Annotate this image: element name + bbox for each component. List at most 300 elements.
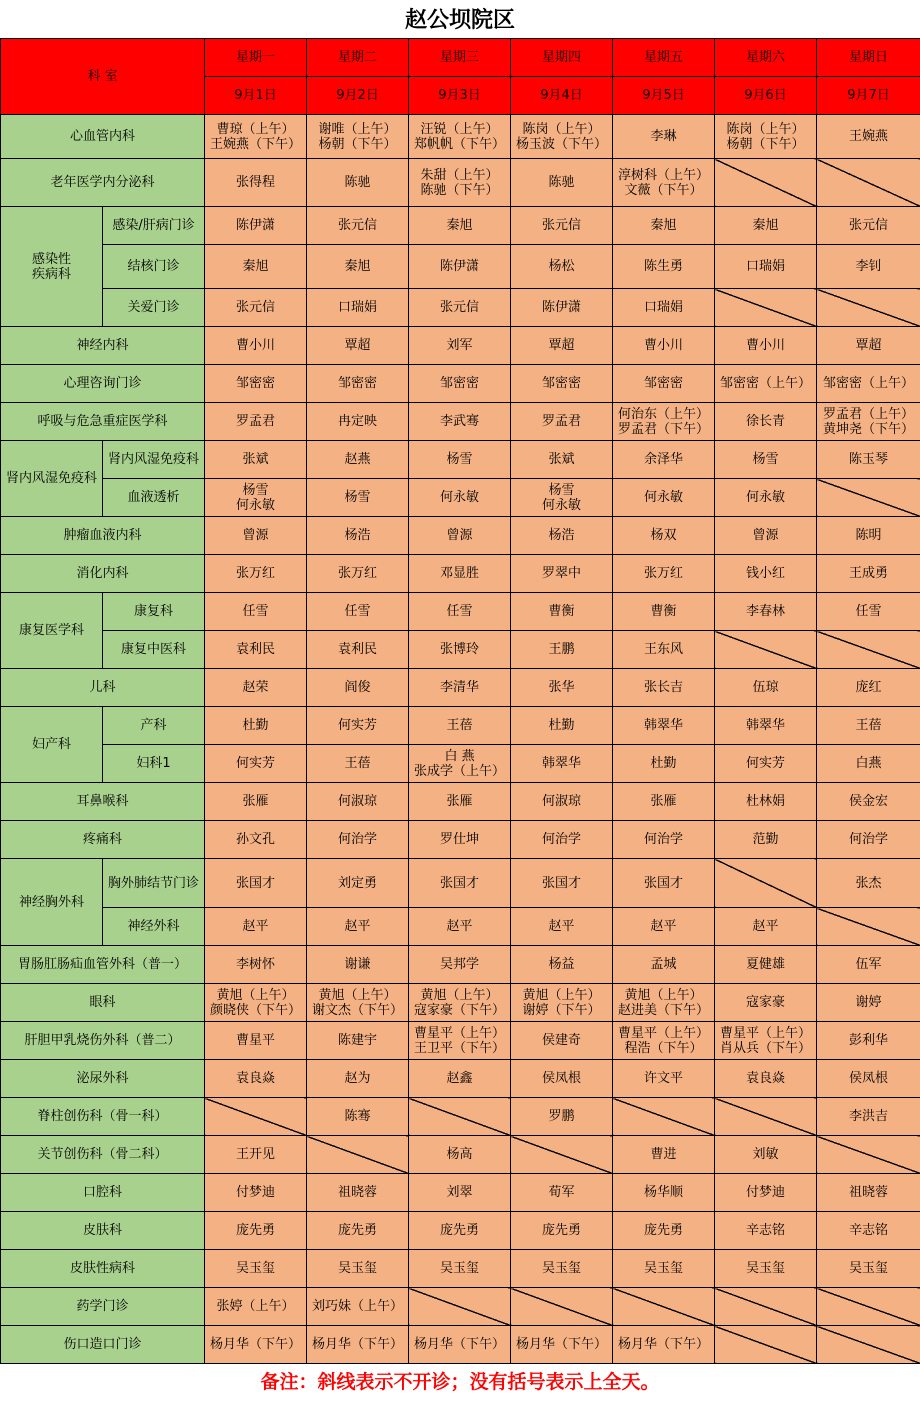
closed-slot bbox=[511, 1288, 613, 1326]
doctor-cell bbox=[511, 946, 613, 984]
subdepartment-label: 神经外科 bbox=[103, 908, 205, 946]
doctor-cell bbox=[307, 245, 409, 289]
doctor-name: 杨双 bbox=[650, 528, 677, 543]
doctor-name: 韩翠华 bbox=[746, 718, 786, 733]
doctor-cell bbox=[613, 1212, 715, 1250]
doctor-name: 赵燕 bbox=[344, 452, 371, 467]
department-group-label: 神经胸外科 bbox=[18, 894, 84, 910]
closed-slot bbox=[409, 1098, 511, 1136]
doctor-cell bbox=[307, 1022, 409, 1060]
doctor-name: 曾源 bbox=[242, 528, 269, 543]
department-group bbox=[1, 441, 103, 517]
doctor-name: 肖从兵（下午） bbox=[720, 1040, 812, 1056]
doctor-name: 付梦迪 bbox=[746, 1185, 786, 1200]
doctor-cell bbox=[205, 984, 307, 1022]
doctor-cell bbox=[409, 783, 511, 821]
doctor-name: 杨月华（下午） bbox=[414, 1337, 506, 1352]
closed-slot bbox=[817, 289, 920, 327]
doctor-name: 张国才 bbox=[542, 875, 582, 891]
doctor-cell bbox=[307, 289, 409, 327]
subdepartment-label: 结核门诊 bbox=[103, 245, 205, 289]
doctor-cell bbox=[307, 1326, 409, 1364]
doctor-cell bbox=[511, 984, 613, 1022]
doctor-name: 曹星平（上午） bbox=[414, 1025, 506, 1041]
schedule-row bbox=[1, 479, 920, 517]
doctor-cell bbox=[613, 245, 715, 289]
doctor-cell bbox=[511, 245, 613, 289]
doctor-name: 韩翠华 bbox=[644, 718, 684, 733]
doctor-name: 韩翠华 bbox=[542, 756, 582, 771]
schedule-row bbox=[1, 159, 920, 207]
doctor-cell bbox=[817, 946, 920, 984]
doctor-name: 谢婷 bbox=[855, 995, 882, 1010]
doctor-name: 杨朝（下午） bbox=[318, 136, 397, 152]
doctor-cell bbox=[715, 745, 817, 783]
doctor-cell bbox=[511, 1022, 613, 1060]
doctor-name: 邹密密 bbox=[440, 376, 480, 391]
doctor-name: 孟城 bbox=[650, 957, 677, 972]
doctor-cell bbox=[205, 1136, 307, 1174]
doctor-cell bbox=[205, 289, 307, 327]
doctor-name: 张雁 bbox=[650, 794, 677, 809]
closed-slot bbox=[613, 1098, 715, 1136]
closed-slot bbox=[817, 908, 920, 946]
closed-slot bbox=[817, 1326, 920, 1364]
doctor-cell bbox=[817, 783, 920, 821]
doctor-name: 杨月华（下午） bbox=[312, 1337, 404, 1352]
doctor-name: 吴邦学 bbox=[440, 957, 480, 972]
schedule-row bbox=[1, 327, 920, 365]
doctor-name: 秦旭 bbox=[752, 218, 779, 233]
doctor-name: 徐长青 bbox=[746, 414, 786, 429]
doctor-cell bbox=[613, 159, 715, 207]
doctor-cell bbox=[511, 821, 613, 859]
doctor-name: 陈生勇 bbox=[644, 259, 684, 274]
doctor-cell bbox=[409, 669, 511, 707]
doctor-cell bbox=[613, 1250, 715, 1288]
doctor-cell bbox=[715, 593, 817, 631]
doctor-name: 张元信 bbox=[236, 300, 276, 315]
doctor-name: 邹密密 bbox=[236, 376, 276, 391]
doctor-name: 何淑琼 bbox=[338, 794, 378, 809]
doctor-cell bbox=[715, 707, 817, 745]
department-group-label: 康复医学科 bbox=[18, 623, 84, 638]
doctor-cell bbox=[205, 908, 307, 946]
doctor-name: 刘巧妹（上午） bbox=[312, 1299, 404, 1314]
doctor-name: 赵平 bbox=[752, 919, 779, 934]
doctor-name: 李琳 bbox=[650, 129, 677, 144]
schedule-row bbox=[1, 1060, 920, 1098]
doctor-name: 罗孟君 bbox=[236, 414, 276, 429]
doctor-name: 黄旭（上午） bbox=[420, 987, 499, 1003]
doctor-cell bbox=[817, 1022, 920, 1060]
doctor-cell bbox=[307, 555, 409, 593]
doctor-cell bbox=[613, 908, 715, 946]
doctor-name: 何实芳 bbox=[338, 718, 378, 733]
footnote: 备注：斜线表示不开诊；没有括号表示上全天。 bbox=[260, 1371, 660, 1393]
doctor-name: 王婉燕 bbox=[849, 129, 889, 144]
closed-slot bbox=[817, 479, 920, 517]
header-weekday: 星期三 bbox=[409, 39, 511, 77]
doctor-cell bbox=[715, 908, 817, 946]
doctor-name: 邹密密 bbox=[338, 376, 378, 391]
doctor-name: 范勤 bbox=[752, 832, 779, 847]
doctor-cell bbox=[613, 1136, 715, 1174]
doctor-name: 覃超 bbox=[855, 338, 882, 353]
doctor-name: 彭利华 bbox=[849, 1033, 889, 1048]
doctor-name: 秦旭 bbox=[344, 259, 371, 274]
doctor-cell bbox=[715, 783, 817, 821]
doctor-name: 黄坤尧（下午） bbox=[823, 421, 915, 437]
doctor-cell bbox=[409, 1022, 511, 1060]
doctor-name: 杨雪 bbox=[752, 452, 779, 467]
doctor-cell bbox=[409, 745, 511, 783]
doctor-name: 庞先勇 bbox=[542, 1223, 582, 1238]
doctor-name: 庞红 bbox=[855, 680, 882, 695]
doctor-cell bbox=[409, 517, 511, 555]
doctor-name: 何永敏 bbox=[644, 490, 684, 505]
header-dept-label: 科 室 bbox=[1, 39, 205, 115]
doctor-name: 寇家豪（下午） bbox=[414, 1002, 506, 1018]
doctor-name: 陈伊潇 bbox=[236, 218, 276, 233]
doctor-name: 白燕 bbox=[855, 756, 882, 771]
doctor-name: 李春林 bbox=[746, 604, 786, 619]
doctor-name: 杨玉波（下午） bbox=[516, 136, 608, 152]
doctor-cell bbox=[511, 859, 613, 908]
doctor-cell bbox=[205, 783, 307, 821]
closed-slot bbox=[715, 1326, 817, 1364]
doctor-cell bbox=[715, 1136, 817, 1174]
doctor-name: 口瑞娟 bbox=[644, 300, 684, 315]
doctor-cell bbox=[409, 821, 511, 859]
doctor-name: 寇家豪 bbox=[746, 995, 786, 1010]
doctor-cell bbox=[817, 1060, 920, 1098]
department-label: 老年医学内分泌科 bbox=[1, 159, 205, 207]
doctor-cell bbox=[307, 207, 409, 245]
closed-slot bbox=[409, 1288, 511, 1326]
closed-slot bbox=[817, 1136, 920, 1174]
doctor-name: 张华 bbox=[548, 680, 575, 695]
doctor-cell bbox=[817, 1250, 920, 1288]
subdepartment-label: 感染/肝病门诊 bbox=[103, 207, 205, 245]
doctor-name: 陈骞 bbox=[344, 1109, 371, 1124]
department-group-label: 妇产科 bbox=[31, 737, 71, 752]
doctor-name: 杨益 bbox=[548, 957, 575, 972]
doctor-name: 张万红 bbox=[338, 566, 378, 581]
doctor-name: 谢唯（上午） bbox=[318, 121, 397, 137]
doctor-cell bbox=[307, 984, 409, 1022]
doctor-name: 张国才 bbox=[236, 875, 276, 891]
doctor-cell bbox=[613, 821, 715, 859]
doctor-cell bbox=[511, 1326, 613, 1364]
doctor-name: 赵平 bbox=[650, 919, 677, 934]
closed-slot bbox=[715, 859, 817, 908]
doctor-cell bbox=[307, 707, 409, 745]
doctor-name: 何治东（上午） bbox=[618, 406, 710, 422]
doctor-cell bbox=[409, 1136, 511, 1174]
doctor-name: 张得程 bbox=[236, 175, 276, 190]
department-label: 口腔科 bbox=[1, 1174, 205, 1212]
doctor-cell bbox=[613, 707, 715, 745]
doctor-name: 辛志铭 bbox=[746, 1223, 786, 1238]
department-label: 肿瘤血液内科 bbox=[1, 517, 205, 555]
doctor-cell bbox=[613, 946, 715, 984]
schedule-row bbox=[1, 946, 920, 984]
doctor-name: 侯金宏 bbox=[849, 794, 889, 809]
doctor-cell bbox=[205, 707, 307, 745]
doctor-cell bbox=[613, 479, 715, 517]
doctor-name: 张斌 bbox=[242, 452, 269, 467]
doctor-name: 刘军 bbox=[446, 338, 473, 353]
doctor-cell bbox=[817, 245, 920, 289]
schedule-row bbox=[1, 245, 920, 289]
doctor-name: 吴玉玺 bbox=[440, 1261, 480, 1276]
header-date: 9月4日 bbox=[511, 77, 613, 115]
doctor-cell bbox=[715, 403, 817, 441]
doctor-cell bbox=[307, 327, 409, 365]
doctor-name: 张婷（上午） bbox=[216, 1299, 295, 1314]
doctor-cell bbox=[205, 1288, 307, 1326]
doctor-name: 杨雪 bbox=[242, 482, 269, 498]
doctor-cell bbox=[715, 821, 817, 859]
schedule-row bbox=[1, 1288, 920, 1326]
doctor-name: 何淑琼 bbox=[542, 794, 582, 809]
doctor-name: 赵为 bbox=[344, 1071, 371, 1086]
doctor-cell bbox=[715, 1022, 817, 1060]
doctor-name: 张万红 bbox=[236, 566, 276, 581]
doctor-name: 何治学 bbox=[338, 832, 378, 847]
department-label: 神经内科 bbox=[1, 327, 205, 365]
doctor-name: 王卫平（下午） bbox=[414, 1040, 506, 1056]
doctor-name: 庞先勇 bbox=[338, 1223, 378, 1238]
department-group-label: 感染性 bbox=[31, 251, 71, 267]
doctor-name: 袁利民 bbox=[338, 642, 378, 657]
subdepartment-label: 肾内风湿免疫科 bbox=[103, 441, 205, 479]
doctor-cell bbox=[205, 441, 307, 479]
doctor-name: 李洪吉 bbox=[849, 1109, 889, 1124]
doctor-cell bbox=[715, 115, 817, 159]
doctor-name: 杨松 bbox=[548, 259, 575, 274]
department-label: 皮肤科 bbox=[1, 1212, 205, 1250]
doctor-cell bbox=[817, 555, 920, 593]
doctor-name: 何实芳 bbox=[236, 756, 276, 771]
doctor-name: 程浩（下午） bbox=[624, 1040, 703, 1056]
header-date: 9月5日 bbox=[613, 77, 715, 115]
department-label: 呼吸与危急重症医学科 bbox=[1, 403, 205, 441]
doctor-cell bbox=[307, 631, 409, 669]
doctor-name: 祖晓蓉 bbox=[338, 1185, 378, 1200]
doctor-name: 何永敏 bbox=[236, 497, 276, 513]
doctor-name: 罗鹏 bbox=[548, 1109, 575, 1124]
doctor-cell bbox=[817, 1212, 920, 1250]
doctor-name: 陈岗（上午） bbox=[726, 121, 805, 137]
doctor-name: 伍军 bbox=[855, 957, 882, 972]
doctor-name: 谢婷（下午） bbox=[522, 1002, 601, 1018]
doctor-cell bbox=[511, 207, 613, 245]
department-label: 儿科 bbox=[1, 669, 205, 707]
doctor-cell bbox=[511, 669, 613, 707]
doctor-name: 郑帆帆（下午） bbox=[414, 136, 506, 152]
doctor-cell bbox=[715, 984, 817, 1022]
doctor-name: 曾源 bbox=[446, 528, 473, 543]
doctor-cell bbox=[613, 859, 715, 908]
doctor-cell bbox=[817, 745, 920, 783]
schedule-row bbox=[1, 908, 920, 946]
doctor-name: 罗孟君（下午） bbox=[618, 421, 710, 437]
doctor-name: 王蓓 bbox=[344, 756, 371, 771]
doctor-name: 杨雪 bbox=[344, 490, 371, 505]
schedule-row bbox=[1, 1326, 920, 1364]
doctor-name: 杨月华（下午） bbox=[516, 1337, 608, 1352]
doctor-cell bbox=[409, 555, 511, 593]
doctor-name: 杜勤 bbox=[242, 718, 269, 733]
doctor-cell bbox=[511, 707, 613, 745]
closed-slot bbox=[511, 1136, 613, 1174]
schedule-row bbox=[1, 593, 920, 631]
doctor-name: 谢文杰（下午） bbox=[312, 1002, 404, 1018]
doctor-cell bbox=[409, 403, 511, 441]
doctor-cell bbox=[613, 207, 715, 245]
doctor-cell bbox=[409, 1250, 511, 1288]
doctor-name: 陈建宇 bbox=[338, 1033, 378, 1048]
doctor-name: 朱甜（上午） bbox=[420, 167, 499, 183]
doctor-cell bbox=[409, 159, 511, 207]
doctor-name: 刘敏 bbox=[752, 1147, 779, 1162]
header-weekday: 星期六 bbox=[715, 39, 817, 77]
doctor-cell bbox=[511, 631, 613, 669]
doctor-name: 邹密密 bbox=[542, 376, 582, 391]
doctor-cell bbox=[205, 365, 307, 403]
doctor-cell bbox=[715, 207, 817, 245]
header-weekday: 星期五 bbox=[613, 39, 715, 77]
doctor-name: 孙文孔 bbox=[236, 832, 276, 847]
header-weekday: 星期一 bbox=[205, 39, 307, 77]
doctor-name: 曹衡 bbox=[650, 604, 677, 619]
department-label: 药学门诊 bbox=[1, 1288, 205, 1326]
doctor-cell bbox=[307, 115, 409, 159]
doctor-cell bbox=[613, 783, 715, 821]
department-label: 关节创伤科（骨二科） bbox=[1, 1136, 205, 1174]
schedule-row bbox=[1, 289, 920, 327]
doctor-cell bbox=[613, 669, 715, 707]
closed-slot bbox=[817, 159, 920, 207]
schedule-row bbox=[1, 745, 920, 783]
doctor-name: 李钊 bbox=[855, 259, 882, 274]
doctor-cell bbox=[715, 365, 817, 403]
doctor-cell bbox=[817, 115, 920, 159]
schedule-row bbox=[1, 1212, 920, 1250]
doctor-cell bbox=[511, 1250, 613, 1288]
doctor-name: 张元信 bbox=[338, 218, 378, 233]
doctor-name: 吴玉玺 bbox=[338, 1261, 378, 1276]
doctor-cell bbox=[817, 669, 920, 707]
department-group-label: 疾病科 bbox=[31, 266, 71, 282]
doctor-name: 秦旭 bbox=[446, 218, 473, 233]
doctor-cell bbox=[409, 984, 511, 1022]
doctor-name: 罗仕坤 bbox=[440, 832, 480, 847]
doctor-cell bbox=[715, 946, 817, 984]
doctor-cell bbox=[511, 159, 613, 207]
doctor-cell bbox=[205, 245, 307, 289]
department-group bbox=[1, 707, 103, 783]
doctor-cell bbox=[307, 1288, 409, 1326]
doctor-name: 张雁 bbox=[446, 794, 473, 809]
header-date: 9月6日 bbox=[715, 77, 817, 115]
doctor-cell bbox=[511, 908, 613, 946]
doctor-name: 杨月华（下午） bbox=[618, 1337, 710, 1352]
doctor-name: 邓显胜 bbox=[440, 566, 480, 581]
schedule-row bbox=[1, 365, 920, 403]
closed-slot bbox=[205, 1098, 307, 1136]
schedule-row bbox=[1, 1174, 920, 1212]
doctor-name: 张元信 bbox=[542, 218, 582, 233]
doctor-cell bbox=[511, 745, 613, 783]
doctor-name: 王东风 bbox=[644, 642, 684, 657]
doctor-name: 冉定映 bbox=[338, 414, 378, 429]
doctor-cell bbox=[715, 441, 817, 479]
doctor-cell bbox=[205, 207, 307, 245]
doctor-cell bbox=[205, 327, 307, 365]
doctor-name: 杨浩 bbox=[548, 528, 575, 543]
doctor-cell bbox=[613, 593, 715, 631]
department-label: 心血管内科 bbox=[1, 115, 205, 159]
doctor-cell bbox=[613, 517, 715, 555]
doctor-cell bbox=[817, 1174, 920, 1212]
doctor-name: 钱小红 bbox=[746, 566, 786, 581]
doctor-name: 任雪 bbox=[855, 604, 882, 619]
header-date: 9月1日 bbox=[205, 77, 307, 115]
doctor-name: 邹密密（上午） bbox=[720, 376, 812, 391]
doctor-cell bbox=[205, 821, 307, 859]
doctor-cell bbox=[613, 365, 715, 403]
doctor-name: 庞先勇 bbox=[644, 1223, 684, 1238]
doctor-name: 何治学 bbox=[542, 832, 582, 847]
doctor-cell bbox=[613, 984, 715, 1022]
department-group bbox=[1, 859, 103, 946]
department-label: 伤口造口门诊 bbox=[1, 1326, 205, 1364]
page-title: 赵公坝院区 bbox=[404, 7, 515, 33]
doctor-cell bbox=[307, 946, 409, 984]
doctor-cell bbox=[307, 1212, 409, 1250]
closed-slot bbox=[613, 1288, 715, 1326]
doctor-name: 袁良焱 bbox=[746, 1071, 786, 1086]
doctor-name: 吴玉玺 bbox=[746, 1261, 786, 1276]
doctor-name: 赵鑫 bbox=[446, 1071, 473, 1086]
schedule-row bbox=[1, 707, 920, 745]
schedule-row bbox=[1, 1022, 920, 1060]
doctor-cell bbox=[715, 1250, 817, 1288]
department-label: 脊柱创伤科（骨一科） bbox=[1, 1098, 205, 1136]
doctor-cell bbox=[205, 403, 307, 441]
subdepartment-label: 妇科1 bbox=[103, 745, 205, 783]
doctor-name: 张国才 bbox=[440, 875, 480, 891]
schedule-row bbox=[1, 207, 920, 245]
doctor-name: 曾源 bbox=[752, 528, 779, 543]
doctor-cell bbox=[307, 365, 409, 403]
doctor-cell bbox=[715, 555, 817, 593]
doctor-name: 袁利民 bbox=[236, 642, 276, 657]
doctor-cell bbox=[613, 745, 715, 783]
doctor-cell bbox=[307, 745, 409, 783]
doctor-cell bbox=[511, 1212, 613, 1250]
department-label: 消化内科 bbox=[1, 555, 205, 593]
doctor-cell bbox=[613, 631, 715, 669]
doctor-cell bbox=[817, 441, 920, 479]
schedule-row bbox=[1, 441, 920, 479]
doctor-cell bbox=[307, 1250, 409, 1288]
doctor-cell bbox=[409, 365, 511, 403]
doctor-cell bbox=[307, 1174, 409, 1212]
